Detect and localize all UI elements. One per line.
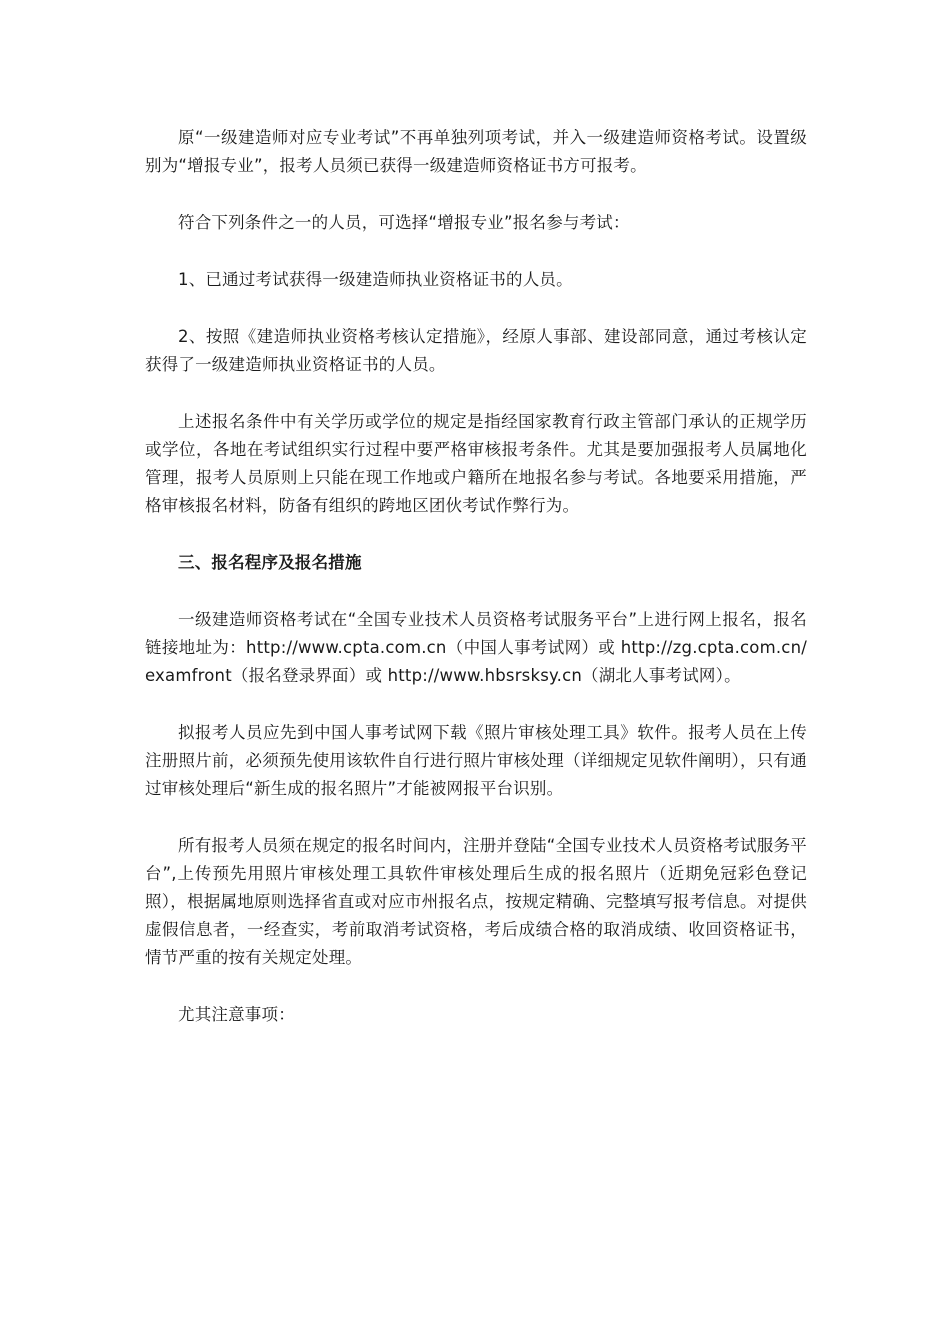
paragraph-online-registration: 一级建造师资格考试在“全国专业技术人员资格考试服务平台”上进行网上报名，报名链接地址为：http://www.cpta.com.cn（中国人事考试网）或 http://zg.cpta.com.cn/examfront（报名登录界面）或 http://www.hbsrsksy.cn（湖北人事考试网）。 [145,610,807,685]
paragraph-special-notes: 尤其注意事项： [178,1005,295,1024]
paragraph-education-rules: 上述报名条件中有关学历或学位的规定是指经国家教育行政主管部门承认的正规学历或学位，各地在考试组织实行过程中要严格审核报考条件。尤其是要加强报考人员属地化管理，报考人员原则上只能在现工作地或户籍所在地报名参与考试。各地要采用措施，严格审核报名材料，防备有组织的跨地区团伙考试作弊行为。 [145,412,807,515]
paragraph-registration-process: 所有报考人员须在规定的报名时间内，注册并登陆“全国专业技术人员资格考试服务平台”,上传预先用照片审核处理工具软件审核处理后生成的报名照片（近期免冠彩色登记照），根据属地原则选择省直或对应市州报名点，按规定精确、完整填写报考信息。对提供虚假信息者，一经查实，考前取消考试资格，考后成绩合格的取消成绩、收回资格证书，情节严重的按有关规定处理。 [145,836,807,967]
section-heading-registration: 三、报名程序及报名措施 [178,553,362,572]
document-body [145,124,807,1058]
paragraph-condition-2: 2、按照《建造师执业资格考核认定措施》，经原人事部、建设部同意，通过考核认定获得了一级建造师执业资格证书的人员。 [145,327,807,374]
paragraph-photo-tool: 拟报考人员应先到中国人事考试网下载《照片审核处理工具》软件。报考人员在上传注册照片前，必须预先使用该软件自行进行照片审核处理（详细规定见软件阐明），只有通过审核处理后“新生成的报名照片”才能被网报平台识别。 [145,723,807,798]
paragraph-condition-1: 1、已通过考试获得一级建造师执业资格证书的人员。 [178,270,573,289]
paragraph-eligibility-intro: 符合下列条件之一的人员，可选择“增报专业”报名参与考试： [178,213,630,232]
paragraph-merged-exam: 原“一级建造师对应专业考试”不再单独列项考试，并入一级建造师资格考试。设置级别为“增报专业”，报考人员须已获得一级建造师资格证书方可报考。 [145,128,807,175]
